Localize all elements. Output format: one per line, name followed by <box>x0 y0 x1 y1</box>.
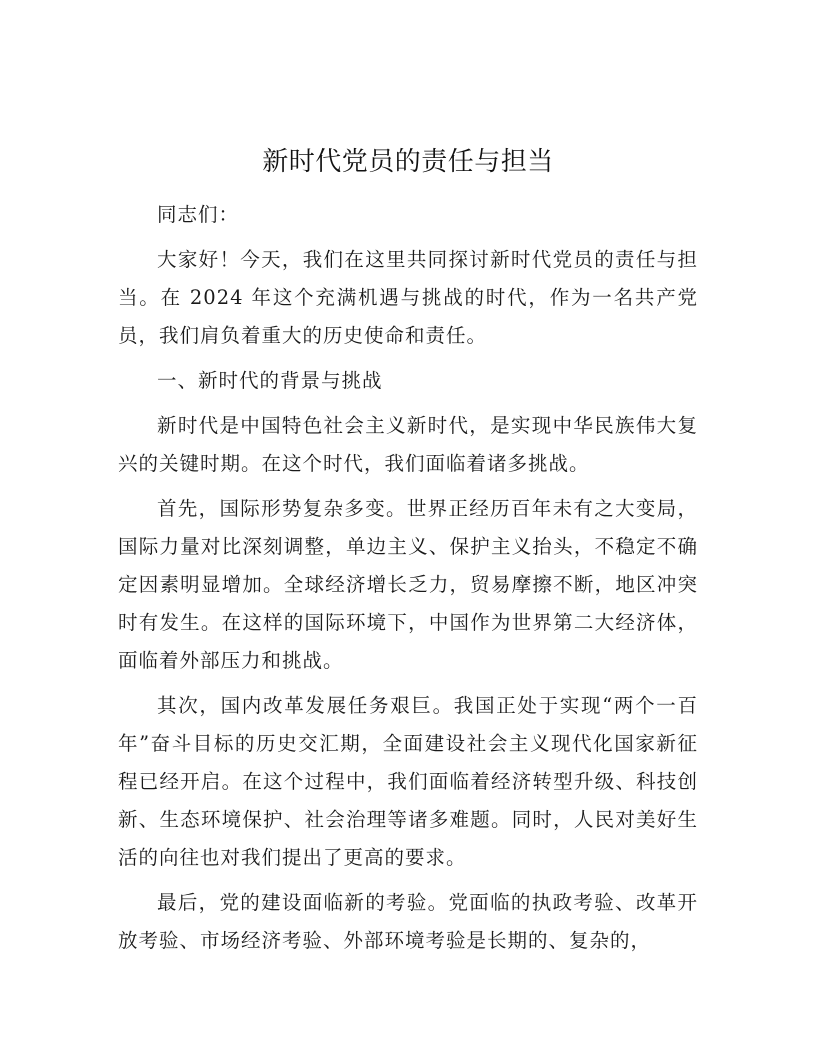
body-paragraph: 其次，国内改革发展任务艰巨。我国正处于实现“两个一百年”奋斗目标的历史交汇期，全面建设社会主义现代化国家新征程已经开启。在这个过程中，我们面临着经济转型升级、科技创新、生态环境保护、社会治理等诸多难题。同时，人民对美好生活的向往也对我们提出了更高的要求。 <box>118 694 698 869</box>
greeting-paragraph: 同志们： <box>157 203 240 226</box>
document-title: 新时代党员的责任与担当 <box>262 147 554 177</box>
section-heading: 一、新时代的背景与挑战 <box>157 369 383 392</box>
body-paragraph: 首先，国际形势复杂多变。世界正经历百年未有之大变局，国际力量对比深刻调整，单边主义、保护主义抬头，不稳定不确定因素明显增加。全球经济增长乏力，贸易摩擦不断，地区冲突时有发生。在这样的国际环境下，中国作为世界第二大经济体，面临着外部压力和挑战。 <box>118 497 698 672</box>
document-body <box>118 196 698 967</box>
intro-paragraph: 大家好！今天，我们在这里共同探讨新时代党员的责任与担当。在 2024 年这个充满机遇与挑战的时代，作为一名共产党员，我们肩负着重大的历史使命和责任。 <box>118 248 698 347</box>
body-paragraph: 最后，党的建设面临新的考验。党面临的执政考验、改革开放考验、市场经济考验、外部环境考验是长期的、复杂的， <box>118 891 698 952</box>
body-paragraph: 新时代是中国特色社会主义新时代，是实现中华民族伟大复兴的关键时期。在这个时代，我们面临着诸多挑战。 <box>118 414 698 475</box>
